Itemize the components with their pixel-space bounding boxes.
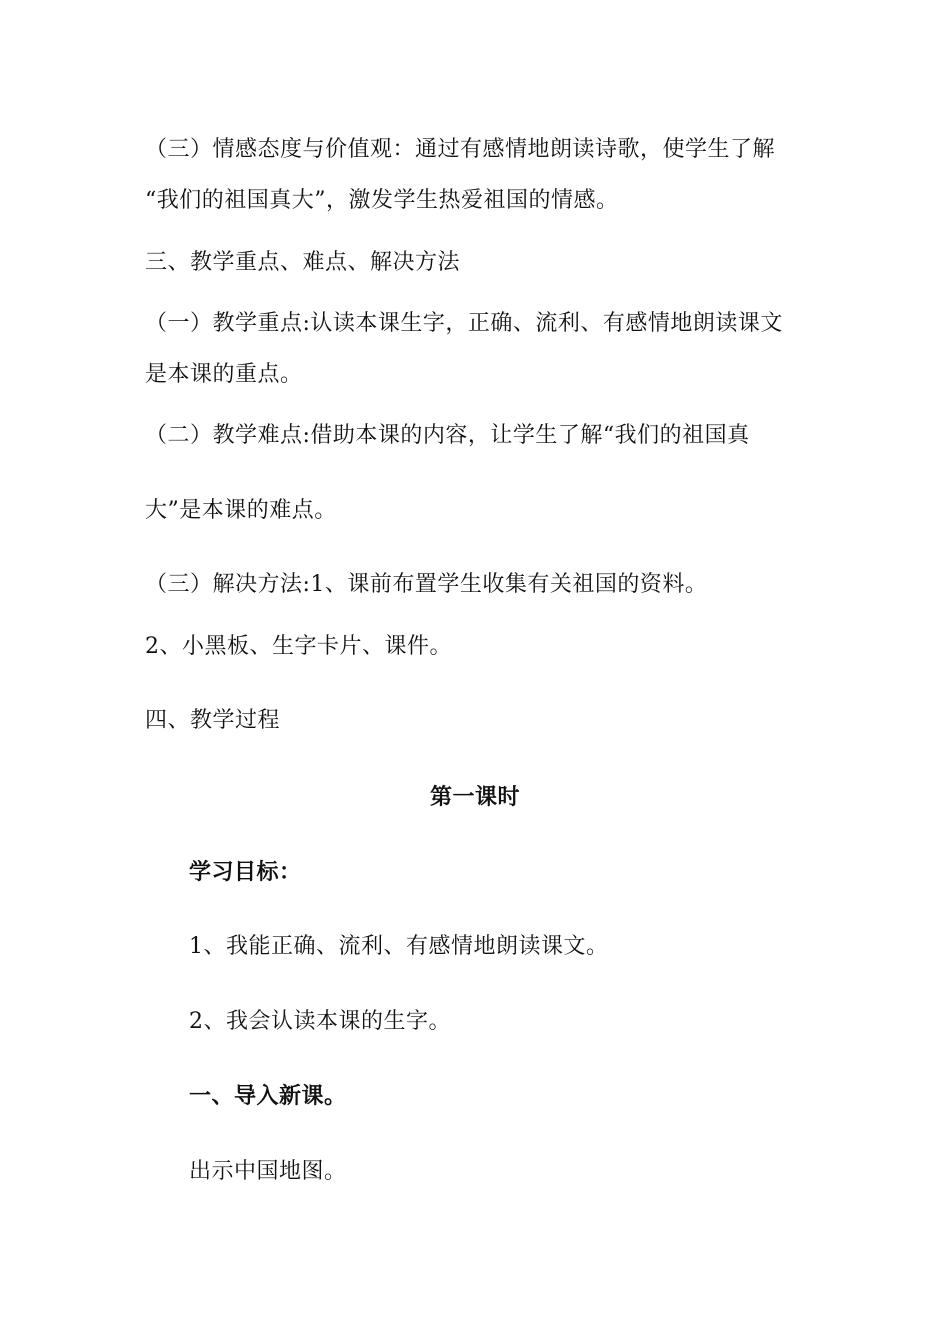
paragraph-line: （二）教学难点:借助本课的内容，让学生了解“我们的祖国真 [145, 423, 750, 448]
paragraph-line: 2、小黑板、生字卡片、课件。 [145, 634, 452, 659]
list-item: 2、我会认读本课的生字。 [189, 1009, 451, 1034]
section-heading: 三、教学重点、难点、解决方法 [145, 250, 461, 275]
paragraph-line: 大”是本课的难点。 [145, 498, 337, 523]
subheading-intro: 一、导入新课。 [189, 1084, 347, 1109]
list-item: 1、我能正确、流利、有感情地朗读课文。 [189, 934, 609, 959]
paragraph-line: （一）教学重点:认读本课生字，正确、流利、有感情地朗读课文 [145, 311, 783, 336]
lesson-title: 第一课时 [429, 785, 520, 810]
paragraph-line: “我们的祖国真大”，激发学生热爱祖国的情感。 [145, 188, 619, 213]
subheading-learning-goals: 学习目标： [189, 860, 302, 885]
section-heading: 四、教学过程 [145, 708, 281, 733]
paragraph-line: 出示中国地图。 [189, 1159, 347, 1184]
paragraph-line: （三）解决方法:1、课前布置学生收集有关祖国的资料。 [145, 572, 708, 597]
paragraph-line: 是本课的重点。 [145, 362, 303, 387]
paragraph-line: （三）情感态度与价值观：通过有感情地朗读诗歌，使学生了解 [145, 137, 776, 162]
